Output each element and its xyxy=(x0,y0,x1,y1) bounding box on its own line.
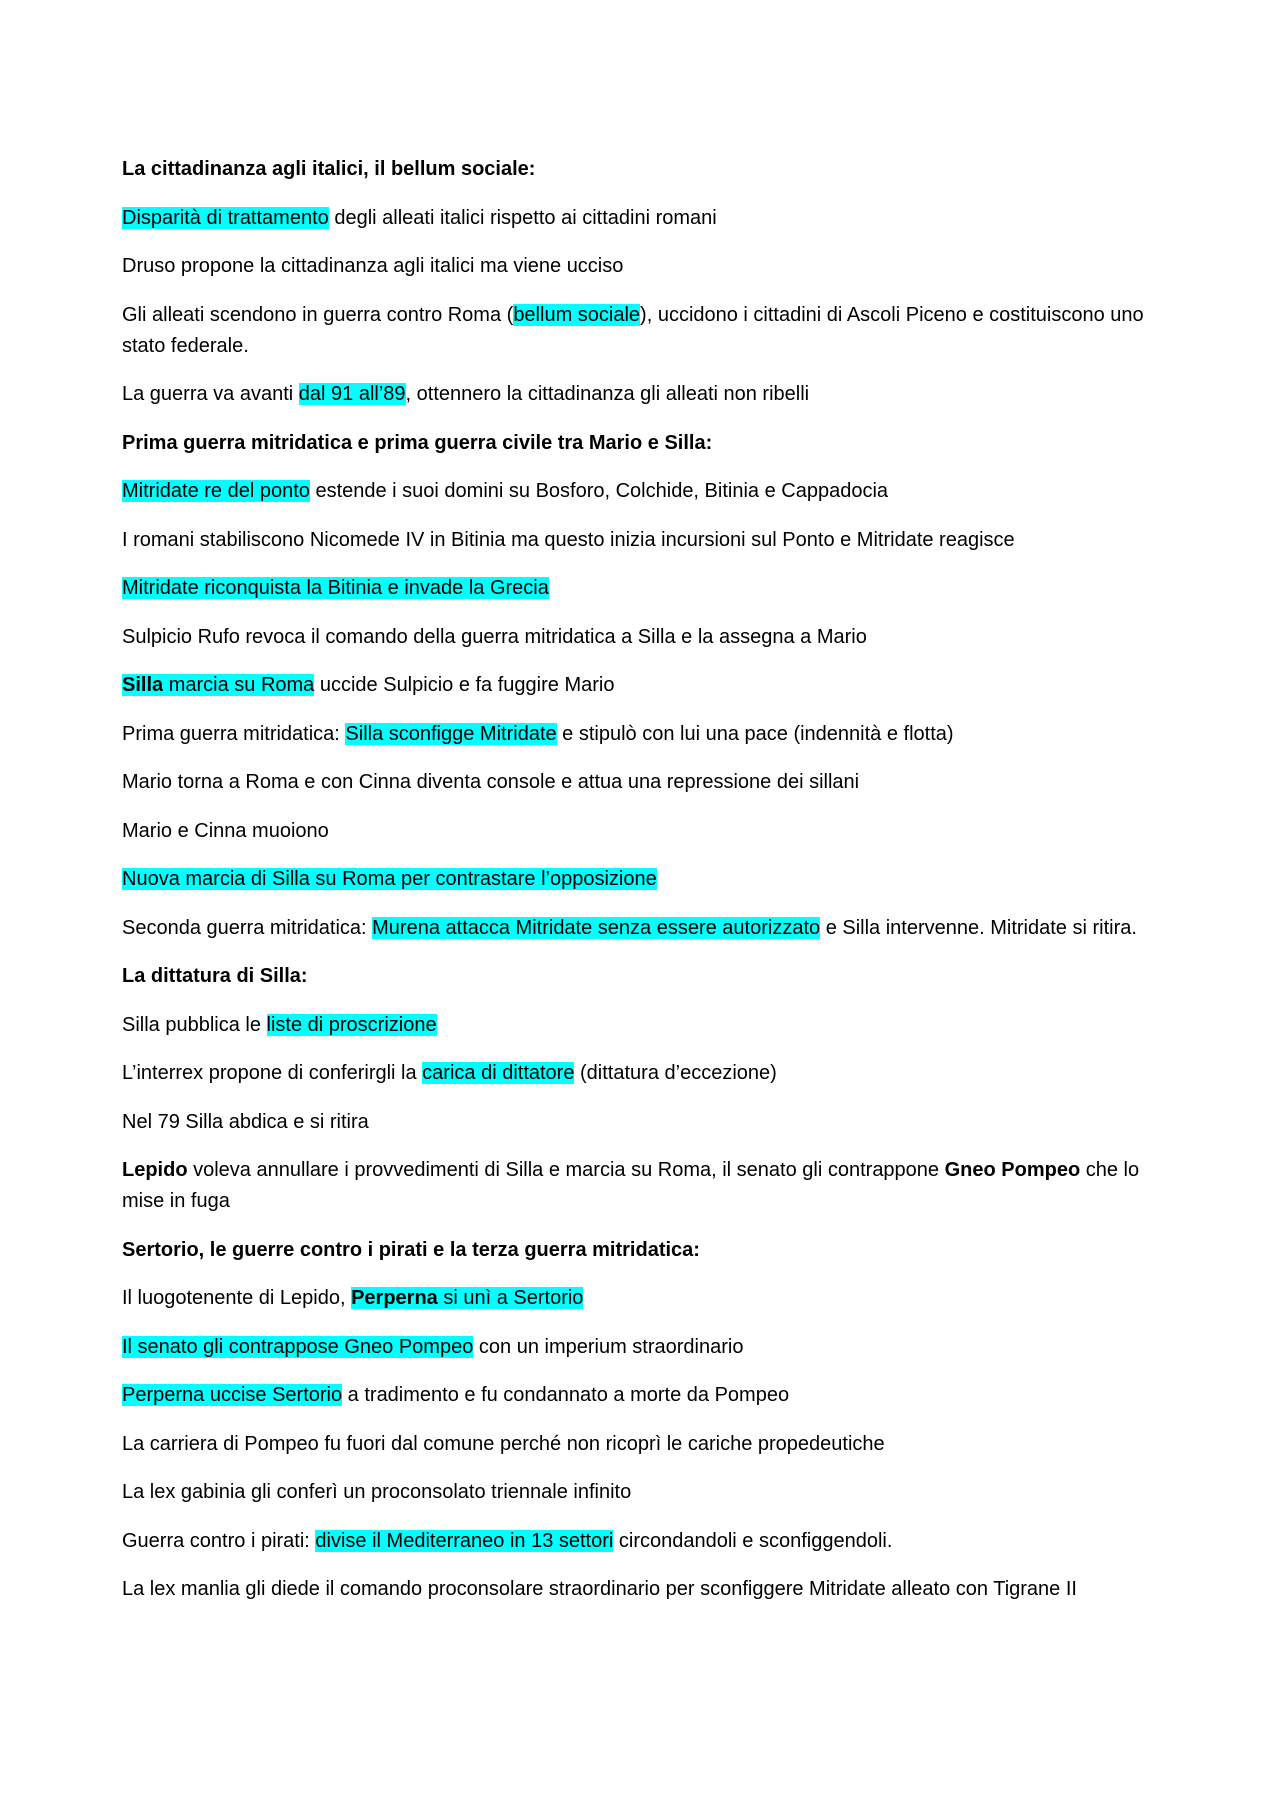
paragraph xyxy=(122,1107,1172,1138)
text-run: Prima guerra mitridatica: xyxy=(122,722,346,745)
section-heading xyxy=(122,961,1172,992)
text-run: (dittatura d’eccezione) xyxy=(574,1062,777,1084)
paragraph xyxy=(122,1429,1172,1460)
paragraph xyxy=(122,251,1172,282)
highlighted-text: divise il Mediterraneo in 13 settori xyxy=(315,1529,614,1552)
text-run: ), uccidono i cittadini di Ascoli Piceno e costituiscono uno stato federale. xyxy=(122,303,1144,357)
text-run: , ottennero la cittadinanza gli alleati non ribelli xyxy=(405,383,810,405)
text-run: con un imperium straordinario xyxy=(473,1335,744,1358)
text-run: Druso propone la cittadinanza agli italici ma viene ucciso xyxy=(122,255,624,277)
paragraph xyxy=(122,573,1172,604)
paragraph xyxy=(122,1010,1172,1041)
highlighted-text: Perperna xyxy=(351,1287,438,1309)
paragraph xyxy=(122,1155,1172,1217)
paragraph xyxy=(122,1283,1172,1314)
text-run: La lex gabinia gli conferì un proconsolato triennale infinito xyxy=(122,1481,632,1503)
text-run: che lo mise in fuga xyxy=(122,1159,1140,1212)
text-run: Guerra contro i pirati: xyxy=(122,1529,316,1552)
highlighted-text: carica di dittatore xyxy=(422,1062,575,1084)
paragraph xyxy=(122,1526,1172,1557)
paragraph xyxy=(122,1332,1172,1363)
text-run: estende i suoi domini su Bosforo, Colchide, Bitinia e Cappadocia xyxy=(309,480,889,502)
bold-text: Sertorio, le guerre contro i pirati e la terza guerra mitridatica: xyxy=(122,1238,700,1261)
text-run: La guerra va avanti xyxy=(122,383,299,405)
text-run: La carriera di Pompeo fu fuori dal comune perché non ricoprì le cariche propedeutiche xyxy=(122,1432,885,1455)
bold-text: La dittatura di Silla: xyxy=(122,965,308,987)
bold-text: Gneo Pompeo xyxy=(944,1159,1081,1181)
paragraph xyxy=(122,622,1172,653)
paragraph xyxy=(122,670,1172,701)
paragraph xyxy=(122,1058,1172,1089)
text-run: degli alleati italici rispetto ai cittadini romani xyxy=(328,206,717,229)
text-run: I romani stabiliscono Nicomede IV in Bitinia ma questo inizia incursioni sul Ponto e Mitridate reagisce xyxy=(122,528,1015,551)
text-run: uccide Sulpicio e fa fuggire Mario xyxy=(314,674,615,696)
text-run: a tradimento e fu condannato a morte da Pompeo xyxy=(342,1384,790,1406)
highlighted-text: Mitridate riconquista la Bitinia e invade la Grecia xyxy=(122,577,549,599)
highlighted-text: bellum sociale xyxy=(513,303,641,326)
bold-text: La cittadinanza agli italici, il bellum sociale: xyxy=(122,158,536,180)
text-run: Seconda guerra mitridatica: xyxy=(122,916,373,939)
bold-text: Prima guerra mitridatica e prima guerra civile tra Mario e Silla: xyxy=(122,431,713,454)
paragraph xyxy=(122,379,1172,410)
section-heading xyxy=(122,1235,1172,1266)
text-run: Mario e Cinna muoiono xyxy=(122,819,329,842)
text-run: Gli alleati scendono in guerra contro Roma ( xyxy=(122,303,514,326)
text-run: voleva annullare i provvedimenti di Silla e marcia su Roma, il senato gli contrappone xyxy=(187,1159,945,1181)
text-run: circondandoli e sconfiggendoli. xyxy=(613,1529,893,1552)
highlighted-text: Silla sconfigge Mitridate xyxy=(345,722,557,745)
text-run: Nel 79 Silla abdica e si ritira xyxy=(122,1110,369,1133)
paragraph xyxy=(122,525,1172,556)
highlighted-text: Perperna uccise Sertorio xyxy=(122,1384,343,1406)
text-run: Il luogotenente di Lepido, xyxy=(122,1287,352,1309)
paragraph xyxy=(122,203,1172,234)
text-run: L’interrex propone di conferirgli la xyxy=(122,1062,423,1084)
highlighted-text: si unì a Sertorio xyxy=(437,1287,584,1309)
paragraph xyxy=(122,719,1172,750)
highlighted-text: liste di proscrizione xyxy=(266,1013,437,1036)
highlighted-text: Silla xyxy=(122,674,164,696)
paragraph xyxy=(122,300,1172,362)
highlighted-text: Murena attacca Mitridate senza essere autorizzato xyxy=(372,916,821,939)
text-run: Mario torna a Roma e con Cinna diventa console e attua una repressione dei sillani xyxy=(122,771,860,793)
paragraph xyxy=(122,1477,1172,1508)
bold-text: Lepido xyxy=(122,1159,188,1181)
text-run: e stipulò con lui una pace (indennità e flotta) xyxy=(556,722,954,745)
text-run: Silla pubblica le xyxy=(122,1013,267,1036)
text-run: Sulpicio Rufo revoca il comando della guerra mitridatica a Silla e la assegna a Mario xyxy=(122,625,867,648)
paragraph xyxy=(122,816,1172,847)
document-body xyxy=(122,154,1172,1623)
highlighted-text: Mitridate re del ponto xyxy=(122,480,310,502)
highlighted-text: Il senato gli contrappose Gneo Pompeo xyxy=(122,1335,474,1358)
text-run: La lex manlia gli diede il comando proconsolare straordinario per sconfiggere Mitridate alleato con Tigrane II xyxy=(122,1578,1077,1600)
paragraph xyxy=(122,1380,1172,1411)
section-heading xyxy=(122,428,1172,459)
highlighted-text: dal 91 all’89 xyxy=(298,383,406,405)
highlighted-text: marcia su Roma xyxy=(163,674,315,696)
paragraph xyxy=(122,767,1172,798)
paragraph xyxy=(122,476,1172,507)
paragraph xyxy=(122,1574,1172,1605)
highlighted-text: Nuova marcia di Silla su Roma per contrastare l’opposizione xyxy=(122,868,657,890)
section-heading xyxy=(122,154,1172,185)
text-run: e Silla intervenne. Mitridate si ritira. xyxy=(820,916,1137,939)
paragraph xyxy=(122,913,1172,944)
paragraph xyxy=(122,864,1172,895)
highlighted-text: Disparità di trattamento xyxy=(122,206,329,229)
